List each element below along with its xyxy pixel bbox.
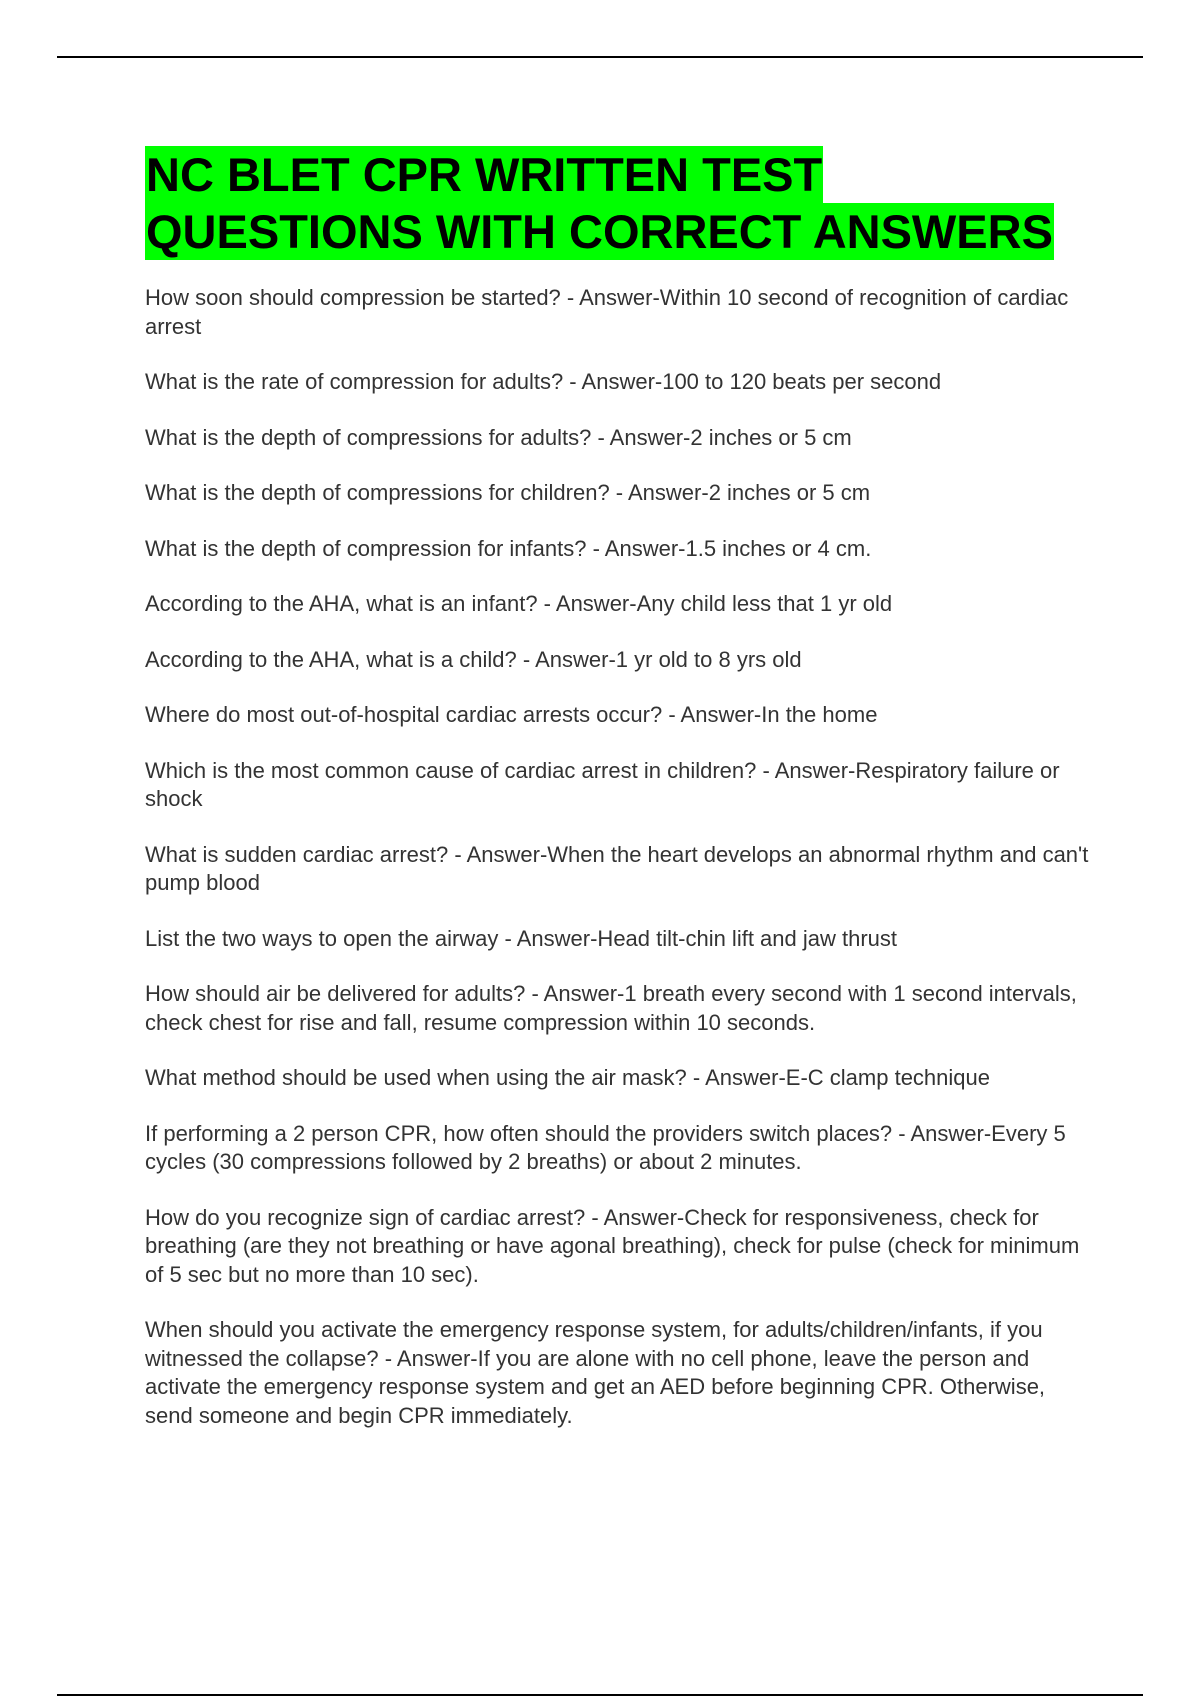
title-line-1: NC BLET CPR WRITTEN TEST (146, 148, 823, 201)
qa-item-9: Which is the most common cause of cardiac arrest in children? - Answer-Respiratory failure or shock (145, 757, 1060, 811)
qa-list (145, 284, 1095, 1457)
qa-item-7: According to the AHA, what is a child? - Answer-1 yr old to 8 yrs old (145, 646, 802, 672)
qa-item-10: What is sudden cardiac arrest? - Answer-When the heart develops an abnormal rhythm and can't pump blood (145, 841, 1089, 895)
document-title (145, 146, 1105, 260)
qa-item-12: How should air be delivered for adults? - Answer-1 breath every second with 1 second intervals, check chest for rise and fall, resume compression within 10 seconds. (145, 981, 1077, 1035)
qa-item-4: What is the depth of compressions for children? - Answer-2 inches or 5 cm (145, 480, 871, 505)
qa-item-14: If performing a 2 person CPR, how often should the providers switch places? - Answer-Every 5 cycles (30 compressions followed by 2 breaths) or about 2 minutes. (145, 1120, 1066, 1174)
qa-item-13: What method should be used when using the air mask? - Answer-E-C clamp technique (145, 1065, 990, 1090)
qa-item-6: According to the AHA, what is an infant? - Answer-Any child less that 1 yr old (145, 591, 893, 616)
qa-item-8: Where do most out-of-hospital cardiac arrests occur? - Answer-In the home (145, 702, 878, 727)
qa-item-3: What is the depth of compressions for adults? - Answer-2 inches or 5 cm (145, 424, 852, 450)
bottom-rule (57, 1694, 1143, 1696)
qa-item-16: When should you activate the emergency response system, for adults/children/infants, if you witnessed the collapse? - Answer-If you are alone with no cell phone, leave the person and activate the emergency response system and get an AED before beginning CPR. Otherwise, send someone and begin CPR immediately. (145, 1317, 1046, 1428)
qa-item-1: How soon should compression be started? - Answer-Within 10 second of recognition of cardiac arrest (145, 285, 1069, 339)
qa-item-2: What is the rate of compression for adults? - Answer-100 to 120 beats per second (145, 369, 942, 394)
title-line-2: QUESTIONS WITH CORRECT ANSWERS (146, 205, 1053, 258)
top-rule (57, 56, 1143, 58)
qa-item-11: List the two ways to open the airway - Answer-Head tilt-chin lift and jaw thrust (145, 925, 898, 951)
qa-item-15: How do you recognize sign of cardiac arrest? - Answer-Check for responsiveness, check for breathing (are they not breathing or have agonal breathing), check for pulse (check for minimum of 5 sec but no more than 10 sec). (145, 1204, 1080, 1287)
qa-item-5: What is the depth of compression for infants? - Answer-1.5 inches or 4 cm. (145, 535, 872, 561)
